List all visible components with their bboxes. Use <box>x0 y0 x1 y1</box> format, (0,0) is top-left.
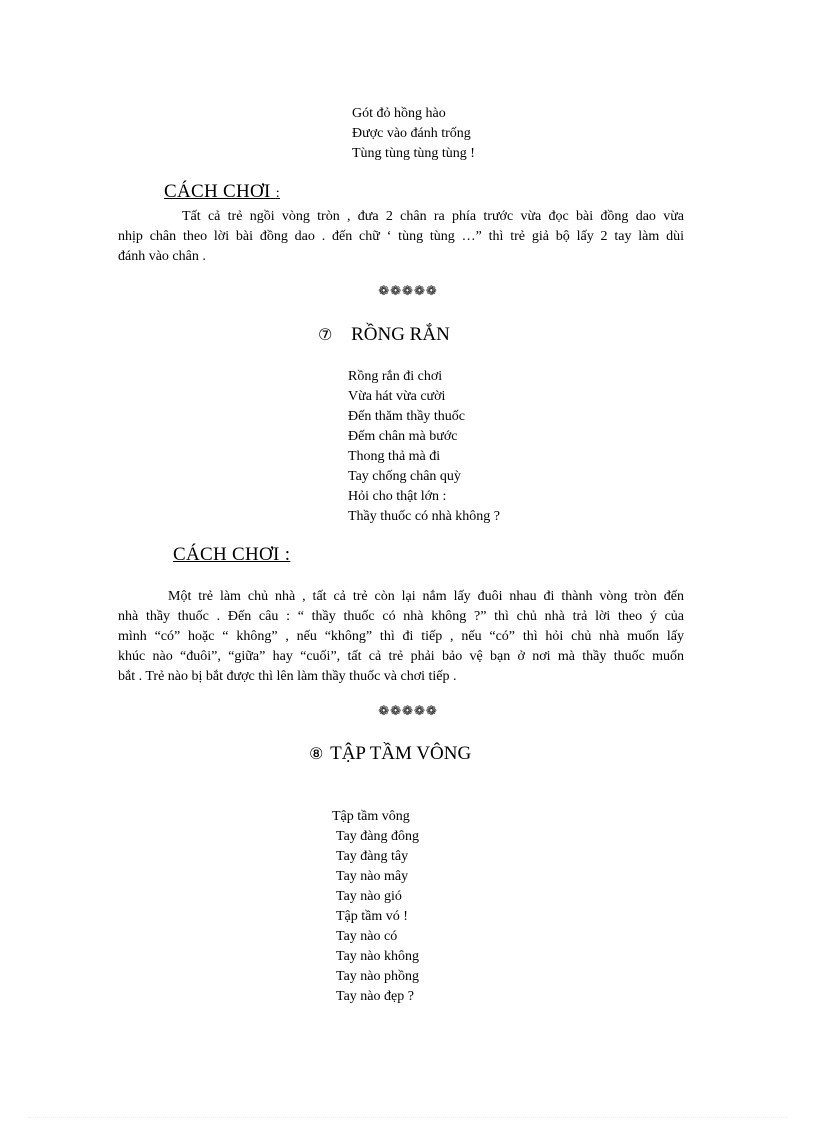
verse-line: Tay đàng tây <box>336 849 409 864</box>
verse-line: Tay nào có <box>336 929 398 944</box>
verse-line: Thầy thuốc có nhà không ? <box>348 509 501 524</box>
verse-line: Đếm chân mà bước <box>348 429 458 444</box>
game-title <box>309 743 471 765</box>
verse-line: Tập tầm vó ! <box>336 909 408 924</box>
verse-line: Thong thả mà đi <box>348 449 441 464</box>
game-number: ⑦ <box>318 325 333 344</box>
section-separator: ❁❁❁❁❁ <box>378 284 438 299</box>
heading-colon: : <box>275 186 280 201</box>
game-title-text: TẬP TẦM VÔNG <box>330 743 472 764</box>
paragraph-line: nhịp chân theo lời bài đồng dao . đến chữ ‘ tùng tùng …” thì trẻ giả bộ lấy 2 tay làm dùi <box>118 229 684 244</box>
game-number: ⑧ <box>309 744 324 763</box>
verse-line: Tập tầm vông <box>332 809 410 824</box>
game-title <box>318 324 450 346</box>
verse-line: Được vào đánh trống <box>352 126 471 141</box>
how-to-play-heading <box>173 544 290 566</box>
paragraph-line: mình “có” hoặc “ không” , nếu “không” thì đi tiếp , nếu “có” thì hỏi chủ nhà muốn lấy <box>118 629 684 644</box>
verse-line: Rồng rắn đi chơi <box>348 369 443 384</box>
page-bottom-divider <box>28 1117 788 1118</box>
game-title-text: RỒNG RẮN <box>351 324 450 345</box>
paragraph-line: nhà thầy thuốc . Đến câu : “ thầy thuốc có nhà không ?” thì chủ nhà trả lời theo ý của <box>118 609 684 624</box>
verse-line: Tay nào phồng <box>336 969 420 984</box>
verse-line: Tay nào mây <box>336 869 409 884</box>
verse-line: Hỏi cho thật lớn : <box>348 489 447 504</box>
how-to-play-heading-text: CÁCH CHƠI : <box>173 544 291 565</box>
section-separator: ❁❁❁❁❁ <box>378 704 438 719</box>
verse-line: Đến thăm thầy thuốc <box>348 409 466 424</box>
how-to-play-heading-text: CÁCH CHƠI <box>164 181 271 202</box>
verse-line: Tùng tùng tùng tùng ! <box>352 146 475 161</box>
how-to-play-heading <box>164 181 280 203</box>
how-to-play-paragraph <box>118 207 684 267</box>
verse-line: Tay đàng đông <box>336 829 420 844</box>
verse-line: Vừa hát vừa cười <box>348 389 446 404</box>
paragraph-line: khúc nào “đuôi”, “giữa” hay “cuối”, tất cả trẻ phải bảo vệ bạn ở nơi mà thầy thuốc muốn <box>118 649 684 664</box>
paragraph-line: Một trẻ làm chủ nhà , tất cả trẻ còn lại nắm lấy đuôi nhau đi thành vòng tròn đến <box>168 589 684 604</box>
verse-line: Tay nào gió <box>336 889 402 904</box>
verse-line: Tay nào không <box>336 949 420 964</box>
how-to-play-paragraph <box>118 587 684 687</box>
game-verse <box>348 367 500 527</box>
paragraph-line: đánh vào chân . <box>118 249 206 264</box>
paragraph-line: Tất cả trẻ ngồi vòng tròn , đưa 2 chân ra phía trước vừa đọc bài đồng dao vừa <box>182 209 684 224</box>
verse-line: Tay nào đẹp ? <box>336 989 414 1004</box>
verse-ending-lines <box>352 104 475 164</box>
verse-line: Gót đỏ hồng hào <box>352 106 446 121</box>
game-verse <box>332 807 419 1007</box>
paragraph-line: bắt . Trẻ nào bị bắt được thì lên làm thầy thuốc và chơi tiếp . <box>118 669 457 684</box>
verse-line: Tay chống chân quỳ <box>348 469 461 484</box>
